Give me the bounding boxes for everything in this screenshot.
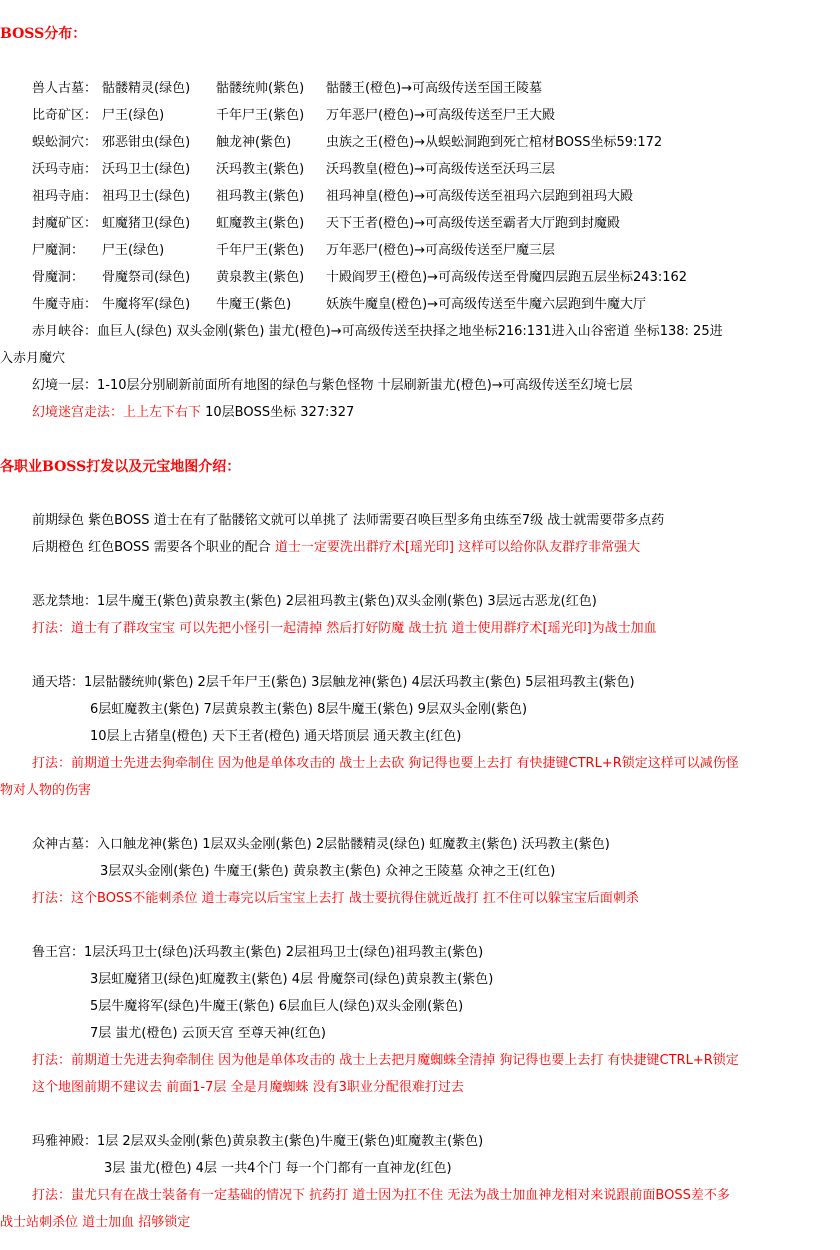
- boss-row-shimo: [32, 241, 840, 261]
- boss-distribution-title: BOSS分布：: [0, 26, 87, 42]
- boss-row-woma: [32, 160, 840, 180]
- boss-row-niumo: [32, 295, 840, 315]
- maya-floors-2: 3层 蚩尤(橙色) 4层 一共4个门 每一个门都有一直神龙(红色): [104, 1161, 452, 1176]
- zhongshen-floors-2: 3层双头金刚(紫色) 牛魔王(紫色) 黄泉教主(紫色) 众神之王陵墓 众神之王(红色): [100, 864, 556, 879]
- place-name: 沃玛寺庙：: [32, 162, 98, 177]
- boss-purple: 牛魔王(紫色): [216, 297, 292, 312]
- tongtian-tip-cont: 物对人物的伤害: [0, 783, 92, 798]
- boss-row-huanjing: 幻境一层：1-10层分别刷新前面所有地图的绿色与紫色怪物 十层刷新蚩尤(橙色)→可高级传送至幻境七层: [32, 378, 633, 393]
- boss-row-zuma: [32, 187, 840, 207]
- intro-line-2: [32, 538, 840, 558]
- boss-purple: 千年尸王(紫色): [216, 243, 305, 258]
- place-name: 比奇矿区：: [32, 108, 98, 123]
- boss-purple: 虹魔教主(紫色): [216, 216, 305, 231]
- boss-green: 骨魔祭司(绿色): [102, 270, 191, 285]
- tongtian-floors-2: 6层虹魔教主(紫色) 7层黄泉教主(紫色) 8层牛魔王(紫色) 9层双头金刚(紫色): [90, 702, 528, 717]
- elong-tip: 打法：道士有了群攻宝宝 可以先把小怪引一起清掉 然后打好防魔 战士抗 道士使用群疗术[瑶光印]为战士加血: [32, 621, 657, 636]
- boss-row-wugong: [32, 133, 840, 153]
- boss-green: 虹魔猪卫(绿色): [102, 216, 191, 231]
- boss-green: 尸王(绿色): [102, 108, 165, 123]
- boss-green: 牛魔将军(绿色): [102, 297, 191, 312]
- boss-green: 尸王(绿色): [102, 243, 165, 258]
- boss-green: 骷髅精灵(绿色): [102, 81, 191, 96]
- boss-purple: 沃玛教主(紫色): [216, 162, 305, 177]
- boss-purple: 黄泉教主(紫色): [216, 270, 305, 285]
- boss-row-chiyue: 赤月峡谷：血巨人(绿色) 双头金刚(紫色) 蚩尤(橙色)→可高级传送至抉择之地坐标216:131进入山谷密道 坐标138: 25进: [32, 324, 723, 339]
- boss-green: 邪恶钳虫(绿色): [102, 135, 191, 150]
- maya-tip: 打法：蚩尤只有在战士装备有一定基础的情况下 抗药打 道士因为扛不住 无法为战士加血神龙相对来说跟前面BOSS差不多: [32, 1188, 730, 1203]
- boss-row-biqi: [32, 106, 840, 126]
- place-name: 祖玛寺庙：: [32, 189, 98, 204]
- boss-orange: 祖玛神皇(橙色)→可高级传送至祖玛六层跑到祖玛大殿: [326, 189, 634, 204]
- boss-orange: 万年恶尸(橙色)→可高级传送至尸王大殿: [326, 108, 556, 123]
- luwang-floors-1: 鲁王宫：1层沃玛卫士(绿色)沃玛教主(紫色) 2层祖玛卫士(绿色)祖玛教主(紫色): [32, 945, 484, 960]
- boss-orange: 妖族牛魔皇(橙色)→可高级传送至牛魔六层跑到牛魔大厅: [326, 297, 647, 312]
- luwang-floors-4: 7层 蚩尤(橙色) 云顶天宫 至尊天神(红色): [90, 1026, 326, 1041]
- zhongshen-tip: 打法：这个BOSS不能刺杀位 道士毒完以后宝宝上去打 战士要抗得住就近战打 扛不住可以躲宝宝后面刺杀: [32, 891, 639, 906]
- place-name: 蜈蚣洞穴：: [32, 135, 98, 150]
- maze-route: 幻境迷宫走法：上上左下右下: [32, 405, 206, 420]
- tongtian-floors-1: 通天塔：1层骷髅统帅(紫色) 2层千年尸王(紫色) 3层触龙神(紫色) 4层沃玛教主(紫色) 5层祖玛教主(紫色): [32, 675, 635, 690]
- maze-boss-coord: 10层BOSS坐标 327:327: [205, 405, 355, 420]
- luwang-tip-cont: 这个地图前期不建议去 前面1-7层 全是月魔蜘蛛 没有3职业分配很难打过去: [32, 1080, 464, 1095]
- maya-tip-cont: 战士站刺杀位 道士加血 招够锁定: [0, 1215, 191, 1230]
- maya-floors-1: 玛雅神殿：1层 2层双头金刚(紫色)黄泉教主(紫色)牛魔王(紫色)虹魔教主(紫色): [32, 1134, 484, 1149]
- tongtian-floors-3: 10层上古猪皇(橙色) 天下王者(橙色) 通天塔顶层 通天教主(红色): [90, 729, 462, 744]
- boss-purple: 触龙神(紫色): [216, 135, 292, 150]
- place-name: 尸魔洞：: [32, 243, 85, 258]
- huanjing-maze-line: [32, 403, 840, 423]
- elong-floors: 恶龙禁地：1层牛魔王(紫色)黄泉教主(紫色) 2层祖玛教主(紫色)双头金刚(紫色) 3层远古恶龙(红色): [32, 594, 597, 609]
- boss-green: 祖玛卫士(绿色): [102, 189, 191, 204]
- luwang-tip: 打法：前期道士先进去狗牵制住 因为他是单体攻击的 战士上去把月魔蜘蛛全清掉 狗记得也要上去打 有快捷键CTRL+R锁定: [32, 1053, 739, 1068]
- boss-orange: 万年恶尸(橙色)→可高级传送至尸魔三层: [326, 243, 556, 258]
- intro-line-1: 前期绿色 紫色BOSS 道士在有了骷髅铭文就可以单挑了 法师需要召唤巨型多角虫练至7级 战士就需要带多点药: [32, 513, 665, 528]
- place-name: 牛魔寺庙：: [32, 297, 98, 312]
- boss-row-fengmo: [32, 214, 840, 234]
- boss-row-shouren: [32, 79, 840, 99]
- boss-row-chiyue-cont: 入赤月魔穴: [0, 351, 66, 366]
- place-name: 骨魔洞：: [32, 270, 85, 285]
- boss-orange: 十殿阎罗王(橙色)→可高级传送至骨魔四层跑五层坐标243:162: [326, 270, 688, 285]
- boss-purple: 骷髅统帅(紫色): [216, 81, 305, 96]
- boss-orange: 虫族之王(橙色)→从蜈蚣洞跑到死亡棺材BOSS坐标59:172: [326, 135, 663, 150]
- boss-orange: 天下王者(橙色)→可高级传送至霸者大厅跑到封魔殿: [326, 216, 621, 231]
- place-name: 兽人古墓：: [32, 81, 98, 96]
- intro-line-2-tip: 道士一定要洗出群疗术[瑶光印] 这样可以给你队友群疗非常强大: [274, 540, 641, 555]
- tongtian-tip: 打法：前期道士先进去狗牵制住 因为他是单体攻击的 战士上去砍 狗记得也要上去打 有快捷键CTRL+R锁定这样可以减伤怪: [32, 756, 739, 771]
- boss-row-gumo: [32, 268, 840, 288]
- boss-purple: 千年尸王(紫色): [216, 108, 305, 123]
- boss-orange: 骷髅王(橙色)→可高级传送至国王陵墓: [326, 81, 543, 96]
- place-name: 封魔矿区：: [32, 216, 98, 231]
- boss-purple: 祖玛教主(紫色): [216, 189, 305, 204]
- boss-green: 沃玛卫士(绿色): [102, 162, 191, 177]
- luwang-floors-2: 3层虹魔猪卫(绿色)虹魔教主(紫色) 4层 骨魔祭司(绿色)黄泉教主(紫色): [90, 972, 494, 987]
- boss-orange: 沃玛教皇(橙色)→可高级传送至沃玛三层: [326, 162, 556, 177]
- zhongshen-floors-1: 众神古墓：入口触龙神(紫色) 1层双头金刚(紫色) 2层骷髅精灵(绿色) 虹魔教主(紫色) 沃玛教主(紫色): [32, 837, 610, 852]
- class-boss-title: 各职业BOSS打发以及元宝地图介绍：: [0, 459, 241, 475]
- luwang-floors-3: 5层牛魔将军(绿色)牛魔王(紫色) 6层血巨人(绿色)双头金刚(紫色): [90, 999, 464, 1014]
- intro-line-2-text: 后期橙色 红色BOSS 需要各个职业的配合: [32, 540, 275, 555]
